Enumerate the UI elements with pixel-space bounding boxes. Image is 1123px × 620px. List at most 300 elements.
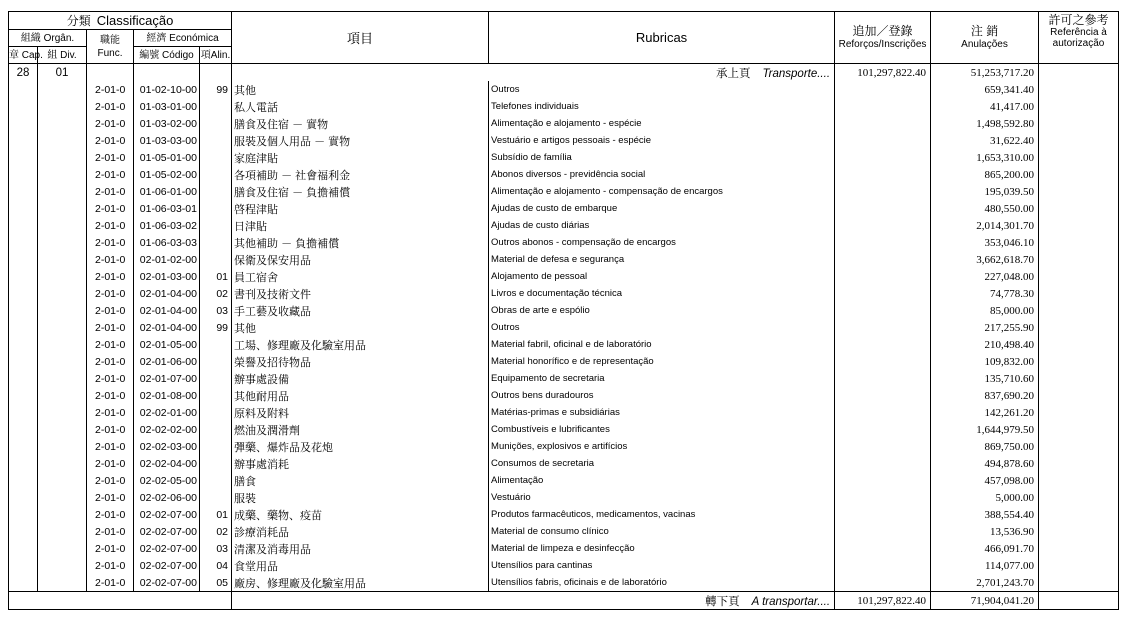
cap-cell [9,183,38,200]
reforcos-cell [835,557,931,574]
anulacoes-cell: 74,778.30 [931,285,1039,302]
func-cell: 2-01-0 [87,540,134,557]
func-cell: 2-01-0 [87,421,134,438]
table-row [9,115,1119,132]
reforcos-cell [835,472,931,489]
code-cell: 02-02-07-00 [134,506,200,523]
cap-cell [9,455,38,472]
alin-cell [200,183,232,200]
cap-cell [9,251,38,268]
div-cell [38,523,87,540]
rubrica-cell: Equipamento de secretaria [489,370,835,387]
rubrica-cell: Telefones individuais [489,98,835,115]
func-cell: 2-01-0 [87,149,134,166]
code-cell: 01-06-03-02 [134,217,200,234]
anulacoes-cell: 114,077.00 [931,557,1039,574]
alin-cell [200,489,232,506]
div-cell [38,319,87,336]
reforcos-pt: Reforços/Inscrições [838,38,927,50]
referencia-cell [1039,438,1119,455]
reforcos-cell [835,98,931,115]
rubrica-cell: Outros [489,319,835,336]
div-cell [38,404,87,421]
cap-cell [9,472,38,489]
item-zh-cell: 日津貼 [232,217,489,234]
div-cell [38,268,87,285]
item-zh-cell: 廠房、修理廠及化驗室用品 [232,574,489,592]
div-cell [38,251,87,268]
div-cell [38,353,87,370]
referencia-cell [1039,421,1119,438]
anulacoes-header [931,12,1039,64]
func-cell: 2-01-0 [87,115,134,132]
anulacoes-cell: 466,091.70 [931,540,1039,557]
code-cell: 02-02-01-00 [134,404,200,421]
div-header: 組 Div. [38,47,87,64]
alin-cell [200,217,232,234]
referencia-cell [1039,557,1119,574]
reforcos-cell [835,132,931,149]
div-cell [38,455,87,472]
rubrica-cell: Ajudas de custo diárias [489,217,835,234]
cap-cell [9,217,38,234]
reforcos-cell [835,234,931,251]
table-row [9,557,1119,574]
func-cell: 2-01-0 [87,404,134,421]
cap-cell [9,387,38,404]
cap-cell [9,285,38,302]
rubricas-header: Rubricas [489,12,835,64]
code-cell: 01-06-01-00 [134,183,200,200]
rubrica-cell: Produtos farmacêuticos, medicamentos, vacinas [489,506,835,523]
item-zh-cell: 書刊及技術文件 [232,285,489,302]
table-row [9,200,1119,217]
table-row [9,234,1119,251]
alin-cell: 01 [216,508,229,521]
div-cell [38,132,87,149]
func-cell: 2-01-0 [87,217,134,234]
div-cell [38,81,87,98]
table-footer [9,592,1119,610]
table-row [9,217,1119,234]
code-cell: 01-05-02-00 [134,166,200,183]
referencia-cell [1039,404,1119,421]
code-cell: 02-02-05-00 [134,472,200,489]
cap-cell [9,421,38,438]
rubrica-cell: Material de limpeza e desinfecção [489,540,835,557]
item-zh-cell: 辦事處消耗 [232,455,489,472]
rubrica-cell: Munições, explosivos e artifícios [489,438,835,455]
item-zh-cell: 服裝及個人用品 － 實物 [232,132,489,149]
referencia-cell [1039,251,1119,268]
referencia-zh: 許可之參考 [1048,13,1109,27]
cap-header: 章 Cap. [9,47,38,64]
code-cell: 01-03-03-00 [134,132,200,149]
table-row [9,319,1119,336]
code-cell: 01-05-01-00 [134,149,200,166]
referencia-cell [1039,319,1119,336]
alin-header: 項Alin. [200,47,232,64]
referencia-cell [1039,166,1119,183]
div-cell [38,183,87,200]
anulacoes-pt: Anulações [961,38,1008,50]
rubrica-cell: Livros e documentação técnica [489,285,835,302]
div-cell [38,421,87,438]
cap-cell [9,268,38,285]
reforcos-cell [835,336,931,353]
rubrica-cell: Outros [489,81,835,98]
referencia-cell [1039,523,1119,540]
alin-cell [200,166,232,183]
carry-in-label [232,64,835,82]
table-row [9,285,1119,302]
reforcos-cell [835,319,931,336]
referencia-cell [1039,506,1119,523]
code-cell: 02-02-03-00 [134,438,200,455]
table-row [9,183,1119,200]
rubrica-cell: Material de defesa e segurança [489,251,835,268]
div-cell [38,472,87,489]
alin-cell: 03 [216,542,229,555]
item-zh-cell: 膳食 [232,472,489,489]
code-cell: 02-01-06-00 [134,353,200,370]
code-cell: 02-01-03-00 [134,268,200,285]
reforcos-cell [835,115,931,132]
referencia-cell [1039,472,1119,489]
div-cell [38,336,87,353]
func-cell: 2-01-0 [87,489,134,506]
carry-out-label [232,592,835,610]
item-zh-cell: 膳食及住宿 － 負擔補償 [232,183,489,200]
anulacoes-cell: 837,690.20 [931,387,1039,404]
func-cell: 2-01-0 [87,268,134,285]
rubrica-cell: Utensílios fabris, oficinais e de laboratório [489,574,835,592]
table-row [9,438,1119,455]
referencia-cell [1039,336,1119,353]
referencia-cell [1039,81,1119,98]
alin-cell [200,98,232,115]
table-row [9,489,1119,506]
code-cell: 02-01-07-00 [134,370,200,387]
reforcos-cell [835,285,931,302]
item-zh-cell: 清潔及消毒用品 [232,540,489,557]
carry-out-pt: A transportar.... [751,595,831,608]
code-cell: 02-01-04-00 [134,302,200,319]
div-cell [38,166,87,183]
item-zh-cell: 食堂用品 [232,557,489,574]
anulacoes-cell: 5,000.00 [931,489,1039,506]
cap-cell: 28 [9,64,38,82]
anulacoes-zh: 注 銷 [970,23,999,38]
rubrica-cell: Vestuário [489,489,835,506]
referencia-cell [1039,455,1119,472]
alin-cell [200,370,232,387]
func-cell: 2-01-0 [87,506,134,523]
code-cell: 01-06-03-01 [134,200,200,217]
item-zh-cell: 其他耐用品 [232,387,489,404]
code-cell: 02-02-07-00 [134,540,200,557]
anulacoes-cell: 1,498,592.80 [931,115,1039,132]
item-zh-cell: 其他 [232,81,489,98]
organ-header: 組織 Orgân. [9,30,87,47]
rubrica-cell: Abonos diversos - previdência social [489,166,835,183]
alin-cell: 99 [216,321,229,334]
alin-cell [200,115,232,132]
func-cell: 2-01-0 [87,574,134,592]
anulacoes-cell: 217,255.90 [931,319,1039,336]
reforcos-header [835,12,931,64]
rubrica-cell: Alimentação [489,472,835,489]
cap-cell [9,234,38,251]
code-cell: 02-02-06-00 [134,489,200,506]
item-zh-cell: 手工藝及收藏品 [232,302,489,319]
item-zh-cell: 彈藥、爆炸品及花炮 [232,438,489,455]
reforcos-cell [835,387,931,404]
budget-table [8,11,1119,610]
div-cell [38,115,87,132]
func-cell: 2-01-0 [87,285,134,302]
carry-in-zh: 承上頁 [715,67,751,80]
reforcos-cell [835,506,931,523]
referencia-cell [1039,200,1119,217]
item-zh-cell: 服裝 [232,489,489,506]
table-row [9,472,1119,489]
reforcos-cell [835,302,931,319]
alin-cell [200,251,232,268]
item-zh-cell: 工場、修理廠及化驗室用品 [232,336,489,353]
alin-cell [200,404,232,421]
alin-cell: 04 [216,559,229,572]
classification-zh: 分類 [66,14,91,28]
func-cell: 2-01-0 [87,319,134,336]
anulacoes-cell: 135,710.60 [931,370,1039,387]
func-cell: 2-01-0 [87,132,134,149]
func-cell: 2-01-0 [87,200,134,217]
alin-cell: 01 [216,270,229,283]
item-zh-cell: 保衛及保安用品 [232,251,489,268]
anulacoes-cell: 2,014,301.70 [931,217,1039,234]
code-cell: 01-03-02-00 [134,115,200,132]
cap-cell [9,506,38,523]
div-cell [38,302,87,319]
item-zh-cell: 家庭津貼 [232,149,489,166]
econ-header: 經濟 Económica [134,30,232,47]
func-cell: 2-01-0 [87,387,134,404]
rubrica-cell: Alimentação e alojamento - compensação de encargos [489,183,835,200]
referencia-cell [1039,217,1119,234]
rubrica-cell: Ajudas de custo de embarque [489,200,835,217]
div-cell [38,574,87,592]
budget-document-page [8,11,1118,610]
referencia-cell [1039,540,1119,557]
referencia-cell [1039,98,1119,115]
div-cell [38,285,87,302]
anulacoes-cell: 227,048.00 [931,268,1039,285]
table-body [9,64,1119,592]
div-cell [38,217,87,234]
referencia-cell [1039,387,1119,404]
alin-cell [200,455,232,472]
carry-in-row [9,64,1119,82]
item-zh-cell: 成藥、藥物、疫苗 [232,506,489,523]
code-cell: 02-01-04-00 [134,319,200,336]
referencia-cell [1039,285,1119,302]
item-zh-cell: 辦事處設備 [232,370,489,387]
cap-cell [9,166,38,183]
rubrica-cell: Obras de arte e espólio [489,302,835,319]
table-row [9,251,1119,268]
reforcos-cell [835,455,931,472]
table-row [9,98,1119,115]
rubrica-cell: Alimentação e alojamento - espécie [489,115,835,132]
func-cell: 2-01-0 [87,370,134,387]
cap-cell [9,200,38,217]
alin-cell [200,200,232,217]
anulacoes-cell: 41,417.00 [931,98,1039,115]
carry-out-row [9,592,1119,610]
rubrica-cell: Subsídio de família [489,149,835,166]
alin-cell [200,234,232,251]
rubrica-cell: Utensílios para cantinas [489,557,835,574]
alin-cell: 05 [200,574,232,592]
anulacoes-cell: 142,261.20 [931,404,1039,421]
div-cell [38,438,87,455]
cap-cell [9,438,38,455]
div-cell [38,557,87,574]
table-row [9,574,1119,592]
div-cell [38,540,87,557]
func-zh: 職能 [100,34,120,46]
table-row [9,81,1119,98]
reforcos-cell [835,438,931,455]
table-row [9,132,1119,149]
carry-in-reforcos: 101,297,822.40 [835,64,931,82]
table-row [9,302,1119,319]
reforcos-cell [835,353,931,370]
referencia-cell [1039,302,1119,319]
div-cell [38,200,87,217]
func-cell: 2-01-0 [87,523,134,540]
code-header: 編號 Código [134,47,200,64]
item-zh-cell: 各項補助 － 社會福利金 [232,166,489,183]
rubrica-cell: Vestuário e artigos pessoais - espécie [489,132,835,149]
alin-cell [200,336,232,353]
item-zh-cell: 員工宿舍 [232,268,489,285]
alin-cell [200,387,232,404]
item-zh-cell: 原料及附料 [232,404,489,421]
reforcos-cell [835,489,931,506]
anulacoes-cell: 1,644,979.50 [931,421,1039,438]
cap-cell [9,557,38,574]
table-row [9,540,1119,557]
anulacoes-cell: 210,498.40 [931,336,1039,353]
cap-cell [9,81,38,98]
rubrica-cell: Outros bens duradouros [489,387,835,404]
carry-in-anulacoes: 51,253,717.20 [931,64,1039,82]
reforcos-cell [835,268,931,285]
div-cell [38,489,87,506]
table-row [9,523,1119,540]
alin-cell: 99 [216,83,229,96]
reforcos-cell [835,370,931,387]
table-row [9,455,1119,472]
code-cell: 02-02-07-00 [134,557,200,574]
referencia-cell [1039,234,1119,251]
cap-cell [9,404,38,421]
div-cell [38,98,87,115]
func-cell: 2-01-0 [87,251,134,268]
func-cell: 2-01-0 [87,472,134,489]
item-zh-cell: 榮譽及招待物品 [232,353,489,370]
anulacoes-cell: 869,750.00 [931,438,1039,455]
anulacoes-cell: 388,554.40 [931,506,1039,523]
reforcos-cell [835,183,931,200]
referencia-cell [1039,353,1119,370]
alin-cell [200,149,232,166]
cap-cell [9,149,38,166]
alin-cell [200,353,232,370]
carry-in-pt: Transporte.... [762,67,831,80]
rubrica-cell: Matérias-primas e subsidiárias [489,404,835,421]
div-cell [38,234,87,251]
table-row [9,268,1119,285]
anulacoes-cell: 85,000.00 [931,302,1039,319]
reforcos-cell [835,540,931,557]
table-row [9,387,1119,404]
alin-cell: 02 [216,525,229,538]
table-row [9,336,1119,353]
item-zh-cell: 膳食及住宿 － 實物 [232,115,489,132]
alin-cell [200,421,232,438]
reforcos-cell [835,404,931,421]
div-cell [38,387,87,404]
rubrica-cell: Material de consumo clínico [489,523,835,540]
table-row [9,404,1119,421]
item-zh-cell: 診療消耗品 [232,523,489,540]
code-cell: 02-02-04-00 [134,455,200,472]
func-cell: 2-01-0 [87,81,134,98]
reforcos-cell [835,523,931,540]
func-header [87,30,134,64]
referencia-cell [1039,183,1119,200]
code-cell: 02-02-07-00 [134,523,200,540]
code-cell: 02-01-08-00 [134,387,200,404]
div-cell [38,506,87,523]
div-cell: 01 [38,64,87,82]
anulacoes-cell: 109,832.00 [931,353,1039,370]
func-cell: 2-01-0 [87,234,134,251]
alin-cell [200,132,232,149]
item-zh-cell: 燃油及潤滑劑 [232,421,489,438]
alin-cell [200,438,232,455]
cap-cell [9,574,38,592]
anulacoes-cell: 195,039.50 [931,183,1039,200]
alin-cell: 02 [216,287,229,300]
referencia-cell [1039,489,1119,506]
func-cell: 2-01-0 [87,302,134,319]
func-cell: 2-01-0 [87,455,134,472]
code-cell: 01-06-03-03 [134,234,200,251]
cap-cell [9,353,38,370]
table-header [9,12,1119,64]
cap-cell [9,319,38,336]
cap-cell [9,115,38,132]
anulacoes-cell: 2,701,243.70 [931,574,1039,592]
carry-out-zh: 轉下頁 [705,595,740,608]
cap-cell [9,523,38,540]
referencia-header [1039,12,1119,64]
func-cell: 2-01-0 [87,438,134,455]
